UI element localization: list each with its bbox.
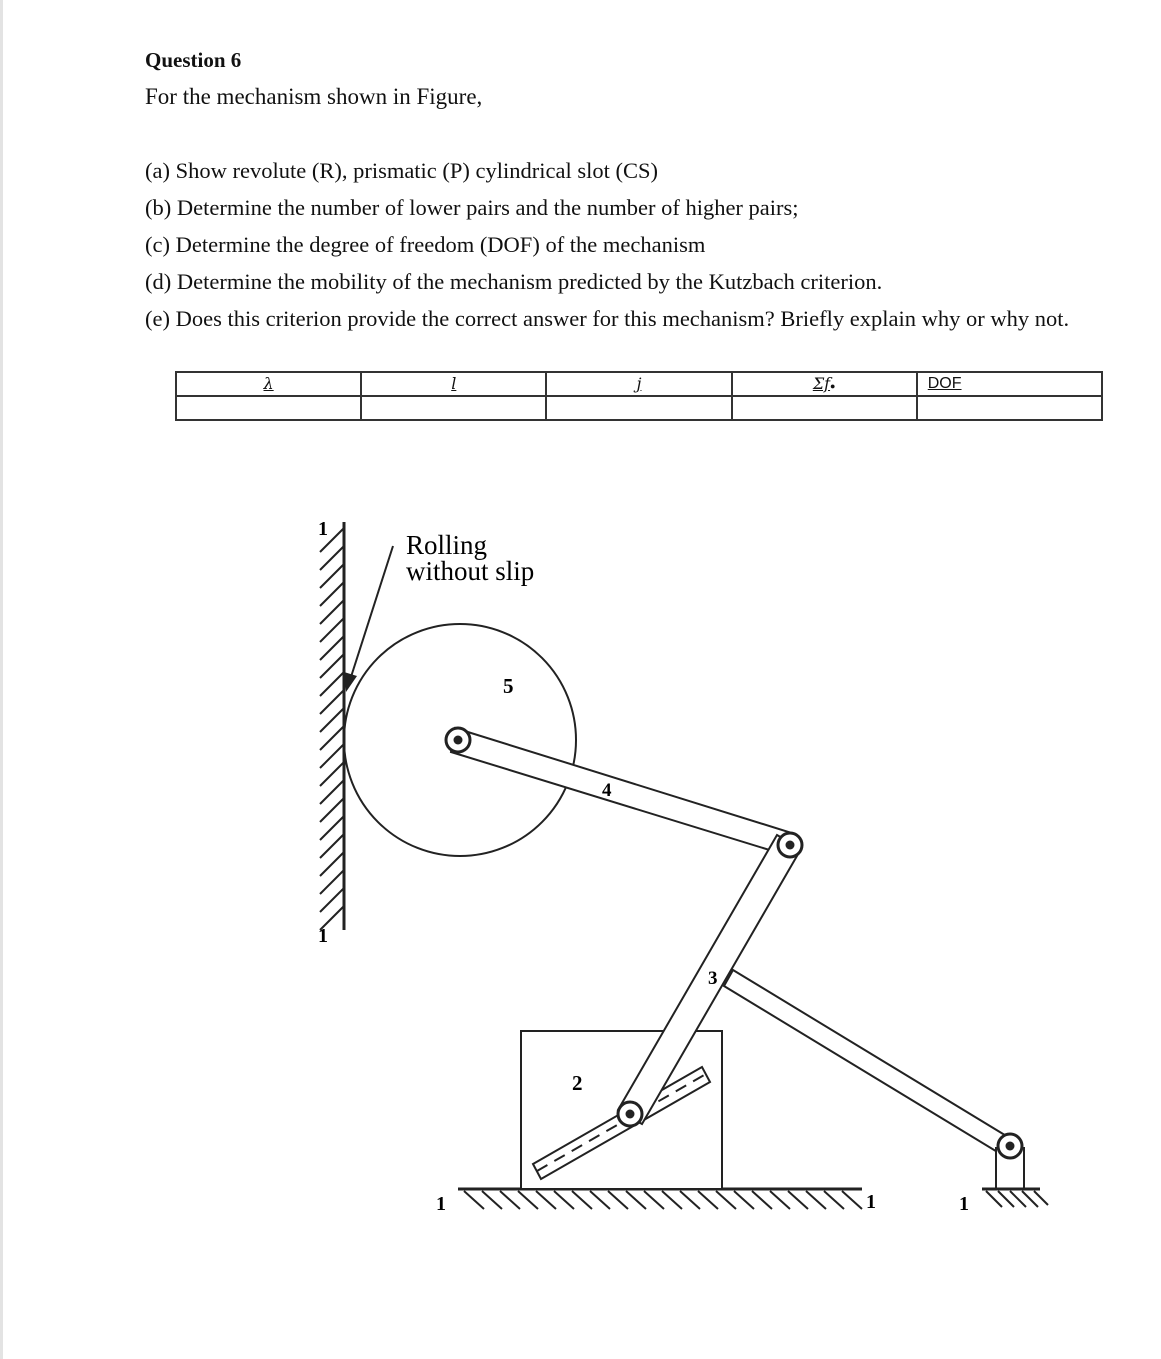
revolute-joint-ground — [998, 1134, 1022, 1158]
ground-floor — [458, 1189, 862, 1209]
label-ground-floor-left: 1 — [436, 1193, 446, 1215]
label-link-5: 5 — [503, 674, 514, 698]
label-link-3: 3 — [708, 968, 718, 989]
label-ground-pivot: 1 — [959, 1193, 969, 1215]
revolute-joint-upper — [778, 833, 802, 857]
question-intro: For the mechanism shown in Figure, — [145, 84, 483, 109]
label-link-2: 2 — [572, 1071, 583, 1095]
header-sum-f: Σf● — [732, 372, 917, 396]
label-ground-wall-bottom: 1 — [318, 925, 328, 947]
part-b: (b) Determine the number of lower pairs and the number of higher pairs; — [145, 195, 799, 220]
rolling-annotation-line1: Rolling — [406, 530, 488, 560]
header-j: j — [546, 372, 731, 396]
label-link-4: 4 — [602, 780, 612, 801]
link-4-bar — [451, 728, 795, 856]
part-a: (a) Show revolute (R), prismatic (P) cylindrical slot (CS) — [145, 158, 659, 183]
revolute-joint-slot — [618, 1102, 642, 1126]
question-title: Question 6 — [145, 48, 242, 72]
header-l: l — [361, 372, 546, 396]
ground-wall — [320, 522, 344, 930]
part-c: (c) Determine the degree of freedom (DOF) of the mechanism — [145, 232, 706, 257]
part-d: (d) Determine the mobility of the mechanism predicted by the Kutzbach criterion. — [145, 269, 883, 294]
circle-mark-icon: ● — [830, 381, 836, 391]
header-lambda: λ — [176, 372, 361, 396]
header-dof: DOF — [917, 372, 1102, 396]
part-e: (e) Does this criterion provide the correct answer for this mechanism? Briefly explain why or why not. — [145, 306, 1070, 331]
link-3-arm — [724, 970, 1013, 1156]
rolling-annotation-line2: without slip — [406, 556, 535, 586]
label-ground-floor-right: 1 — [866, 1191, 876, 1213]
label-ground-wall-top: 1 — [318, 518, 328, 540]
revolute-joint-disc-center — [446, 728, 470, 752]
